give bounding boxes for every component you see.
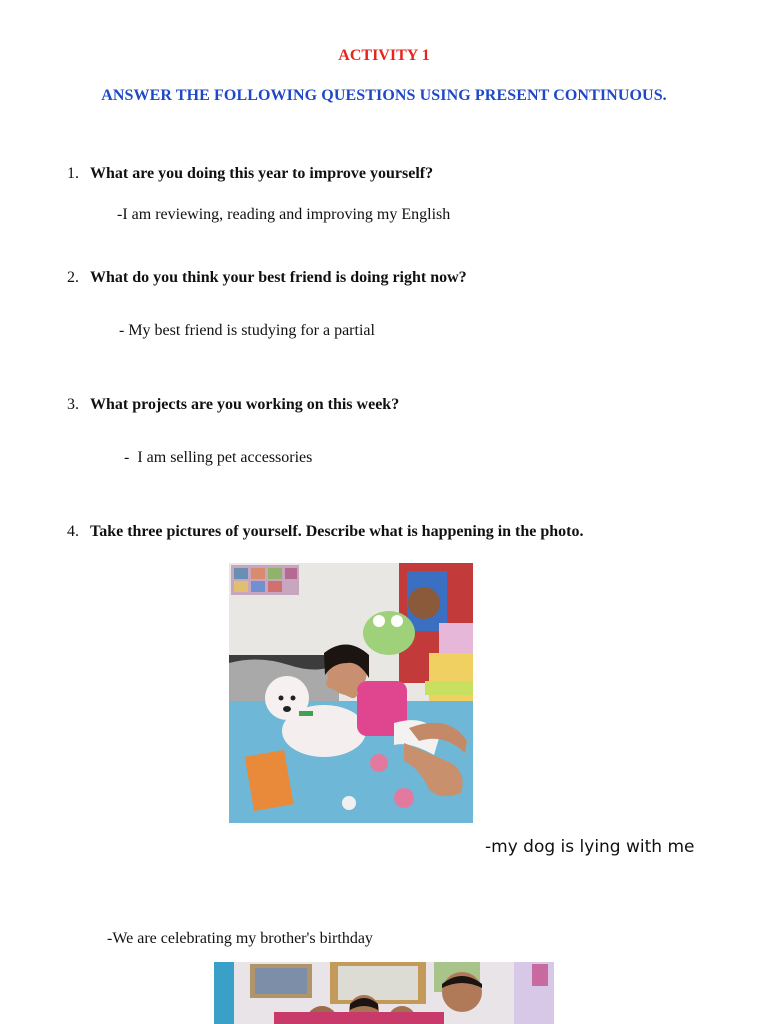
photo1-caption: -my dog is lying with me	[485, 837, 695, 857]
question-text: Take three pictures of yourself. Describe what is happening in the photo.	[90, 523, 584, 540]
activity-title: ACTIVITY 1	[338, 47, 430, 64]
answer-2: - My best friend is studying for a partial	[119, 322, 375, 339]
activity-instruction: ANSWER THE FOLLOWING QUESTIONS USING PRESENT CONTINUOUS.	[101, 87, 667, 104]
question-1	[67, 165, 433, 183]
answer-1: -I am reviewing, reading and improving my English	[117, 206, 451, 223]
question-2	[67, 269, 467, 287]
question-number: 3.	[67, 396, 79, 413]
question-number: 2.	[67, 269, 79, 286]
question-number: 4.	[67, 523, 79, 540]
question-text: What are you doing this year to improve yourself?	[90, 165, 434, 182]
question-4	[67, 523, 584, 541]
photo-birthday-celebration	[214, 962, 554, 1024]
question-3	[67, 396, 399, 414]
question-text: What projects are you working on this week?	[90, 396, 400, 413]
question-text: What do you think your best friend is doing right now?	[90, 269, 467, 286]
answer-3: - I am selling pet accessories	[124, 449, 313, 466]
photo2-caption: -We are celebrating my brother's birthday	[107, 930, 373, 947]
question-number: 1.	[67, 165, 79, 182]
photo-woman-with-dog	[229, 563, 473, 823]
